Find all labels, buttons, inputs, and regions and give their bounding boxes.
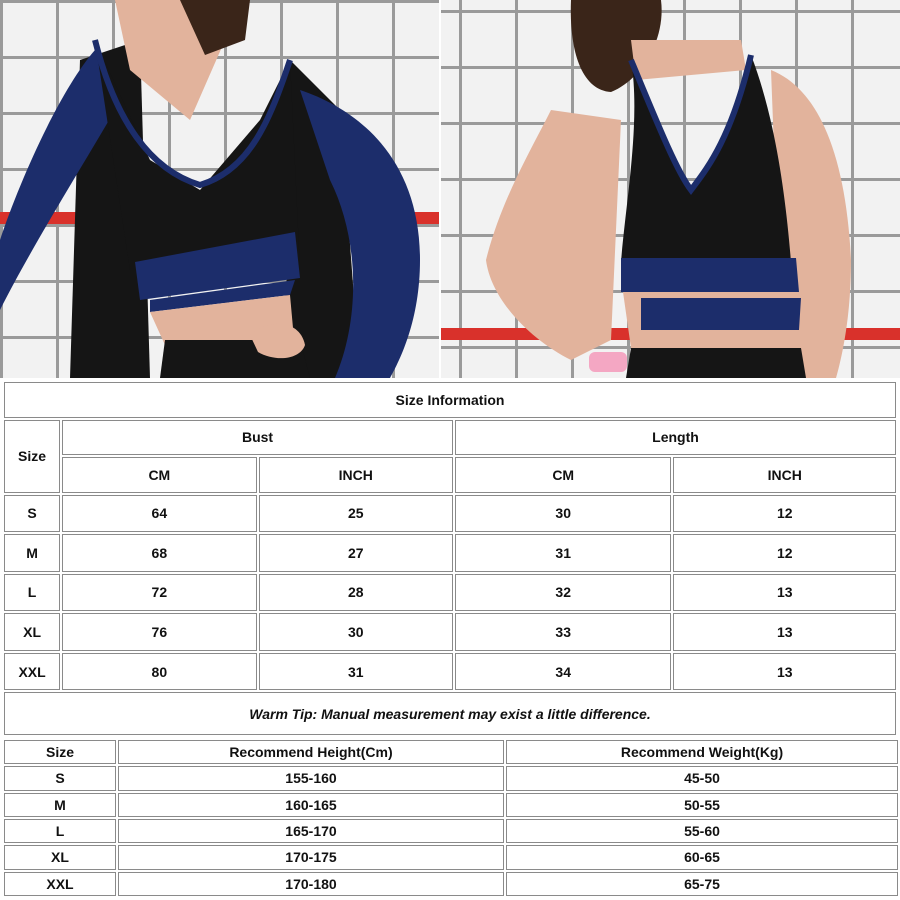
bust-inch-cell: 25 — [259, 495, 453, 533]
length-inch-cell: 12 — [673, 495, 896, 533]
size-cell: XXL — [4, 653, 60, 691]
rec-height-cell: 155-160 — [118, 766, 504, 790]
length-inch-cell: 13 — [673, 653, 896, 691]
table-row — [4, 653, 896, 691]
rec-weight-cell: 65-75 — [506, 872, 898, 896]
table-row — [4, 793, 898, 817]
front-view-illustration — [0, 0, 441, 378]
length-cm-cell: 33 — [455, 613, 671, 651]
bust-inch-cell: 30 — [259, 613, 453, 651]
bust-header: Bust — [62, 420, 453, 456]
rec-size-cell: S — [4, 766, 116, 790]
rec-weight-cell: 50-55 — [506, 793, 898, 817]
bust-inch-cell: 27 — [259, 534, 453, 572]
rec-size-cell: M — [4, 793, 116, 817]
rec-size-cell: L — [4, 819, 116, 843]
table-row — [4, 574, 896, 612]
table-row — [4, 613, 896, 651]
bust-inch-cell: 28 — [259, 574, 453, 612]
table-row — [4, 845, 898, 869]
table-row — [4, 819, 898, 843]
back-view-illustration — [441, 0, 900, 378]
length-inch-cell: 12 — [673, 534, 896, 572]
bust-cm-header: CM — [62, 457, 256, 493]
length-inch-cell: 13 — [673, 574, 896, 612]
length-inch-cell: 13 — [673, 613, 896, 651]
bust-cm-cell: 76 — [62, 613, 256, 651]
bust-cm-cell: 68 — [62, 534, 256, 572]
rec-weight-cell: 45-50 — [506, 766, 898, 790]
front-view-photo — [0, 0, 441, 378]
rec-size-header: Size — [4, 740, 116, 764]
warm-tip-note: Warm Tip: Manual measurement may exist a little difference. — [4, 692, 896, 735]
table-row — [4, 495, 896, 533]
size-cell: M — [4, 534, 60, 572]
length-cm-cell: 31 — [455, 534, 671, 572]
recommendation-table — [2, 738, 900, 898]
size-column-header: Size — [4, 420, 60, 493]
rec-height-cell: 170-175 — [118, 845, 504, 869]
bust-cm-cell: 72 — [62, 574, 256, 612]
rec-weight-cell: 55-60 — [506, 819, 898, 843]
length-cm-cell: 34 — [455, 653, 671, 691]
rec-size-cell: XL — [4, 845, 116, 869]
table-row — [4, 766, 898, 790]
rec-height-header: Recommend Height(Cm) — [118, 740, 504, 764]
rec-size-cell: XXL — [4, 872, 116, 896]
length-cm-header: CM — [455, 457, 671, 493]
size-cell: L — [4, 574, 60, 612]
bust-cm-cell: 80 — [62, 653, 256, 691]
size-information-table — [2, 380, 898, 737]
rec-height-cell: 160-165 — [118, 793, 504, 817]
bust-cm-cell: 64 — [62, 495, 256, 533]
size-cell: S — [4, 495, 60, 533]
size-information-title: Size Information — [4, 382, 896, 418]
rec-height-cell: 170-180 — [118, 872, 504, 896]
rec-weight-cell: 60-65 — [506, 845, 898, 869]
table-row — [4, 534, 896, 572]
bust-inch-cell: 31 — [259, 653, 453, 691]
product-photos — [0, 0, 900, 378]
length-cm-cell: 32 — [455, 574, 671, 612]
size-cell: XL — [4, 613, 60, 651]
back-view-photo — [441, 0, 900, 378]
bust-inch-header: INCH — [259, 457, 453, 493]
length-cm-cell: 30 — [455, 495, 671, 533]
length-header: Length — [455, 420, 896, 456]
length-inch-header: INCH — [673, 457, 896, 493]
rec-weight-header: Recommend Weight(Kg) — [506, 740, 898, 764]
table-row — [4, 872, 898, 896]
rec-height-cell: 165-170 — [118, 819, 504, 843]
